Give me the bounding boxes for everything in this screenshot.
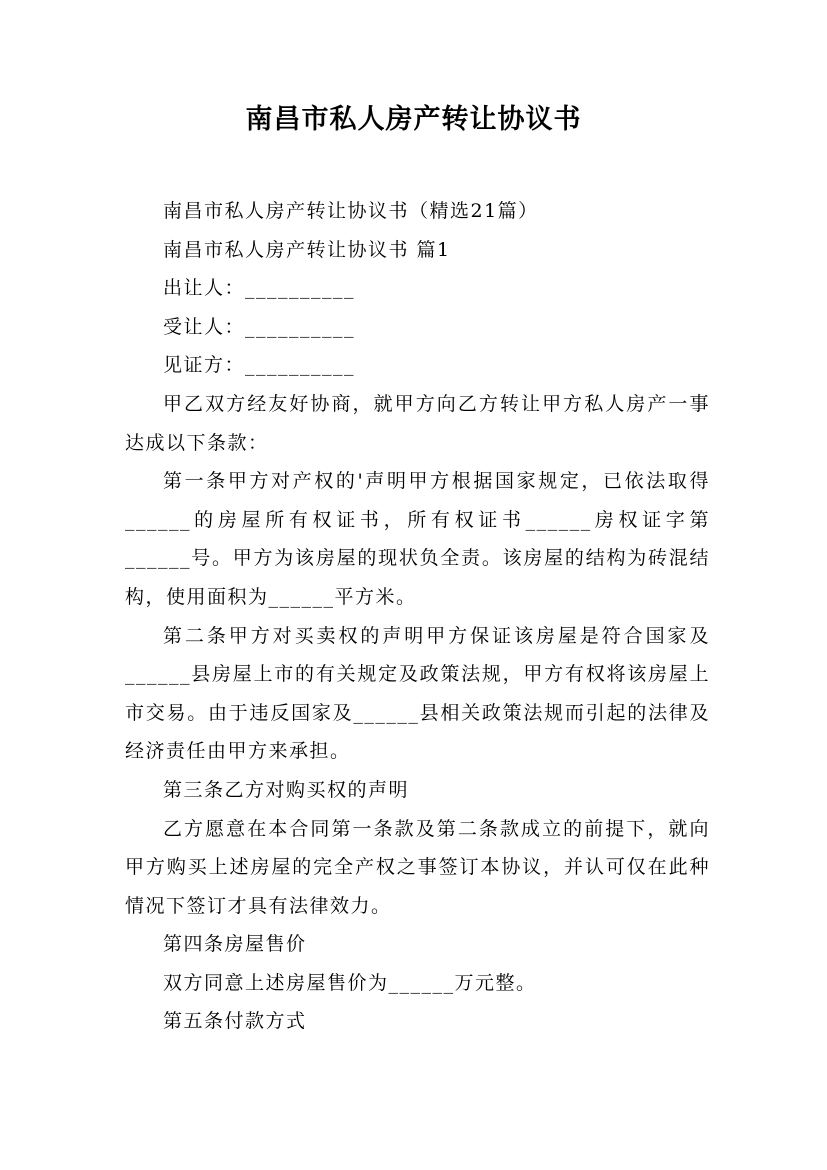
paragraph-clause-3-heading: 第三条乙方对购买权的声明 (163, 778, 410, 801)
paragraph-clause-1: 第一条甲方对产权的'声明甲方根据国家规定，已依法取得______的房屋所有权证书，所有权证书______房权证字第______号。甲方为该房屋的现状负全责。该房屋的结构为砖混结构，使用面积为______平方米。 (125, 470, 710, 608)
paragraph-transferee: 受让人：__________ (163, 315, 356, 338)
paragraph-clause-5-heading: 第五条付款方式 (163, 1010, 307, 1033)
paragraph-preamble: 甲乙双方经友好协商，就甲方向乙方转让甲方私人房产一事达成以下条款： (125, 392, 710, 454)
paragraph-collection-title: 南昌市私人房产转让协议书（精选21篇） (163, 200, 539, 222)
paragraph-transferor: 出让人：__________ (163, 277, 356, 300)
paragraph-clause-4-body: 双方同意上述房屋售价为______万元整。 (163, 971, 537, 994)
document-body (125, 192, 710, 1041)
paragraph-clause-4-heading: 第四条房屋售价 (163, 933, 307, 956)
paragraph-article-heading: 南昌市私人房产转让协议书 篇1 (163, 238, 451, 261)
paragraph-clause-2: 第二条甲方对买卖权的声明甲方保证该房屋是符合国家及______县房屋上市的有关规定及政策法规，甲方有权将该房屋上市交易。由于违反国家及______县相关政策法规而引起的法律及经济责任由甲方来承担。 (125, 624, 710, 763)
paragraph-clause-3-body: 乙方愿意在本合同第一条款及第二条款成立的前提下，就向甲方购买上述房屋的完全产权之事签订本协议，并认可仅在此种情况下签订才具有法律效力。 (125, 817, 710, 917)
paragraph-witness: 见证方：__________ (163, 354, 356, 377)
document-title: 南昌市私人房产转让协议书 (245, 104, 582, 135)
